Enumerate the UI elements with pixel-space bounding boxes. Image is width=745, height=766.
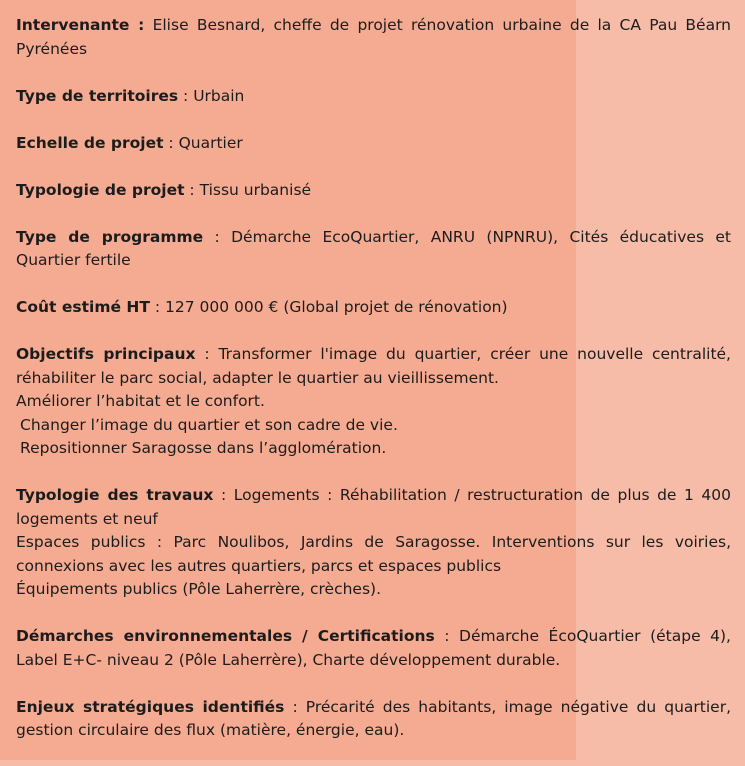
field-label: Intervenante :: [16, 16, 145, 34]
field-label: Type de programme: [16, 227, 204, 246]
field-label: Objectifs principaux: [16, 345, 196, 363]
field-value: : Urbain: [178, 86, 245, 105]
field-objectifs-principaux: [16, 343, 731, 461]
field-value: : Précarité des habitants, image négative du quartier, gestion circulaire des flux (matière, énergie, eau).: [16, 697, 731, 739]
project-sheet: [16, 14, 731, 766]
field-label: Echelle de projet: [16, 133, 164, 152]
field-echelle-projet: [16, 132, 731, 156]
field-value: : Démarche ÉcoQuartier (étape 4), Label E+C- niveau 2 (Pôle Laherrère), Charte développement durable.: [16, 627, 731, 669]
field-first-line: [16, 343, 731, 390]
field-label: Typologie de projet: [16, 180, 185, 199]
field-label: Enjeux stratégiques identifiés: [16, 697, 285, 716]
field-extra-line: Équipements publics (Pôle Laherrère, crèches).: [16, 580, 382, 598]
field-intervenante: [16, 14, 731, 61]
field-extra-line: Repositionner Saragosse dans l’agglomération.: [20, 439, 387, 457]
field-type-programme: [16, 226, 731, 273]
field-typologie-travaux: [16, 484, 731, 602]
field-type-territoires: [16, 85, 731, 109]
field-value: : Transformer l'image du quartier, créer une nouvelle centralité, réhabiliter le parc social, adapter le quartier au vieillissement.: [16, 345, 731, 387]
field-value: : Démarche EcoQuartier, ANRU (NPNRU), Cités éducatives et Quartier fertile: [16, 227, 732, 269]
field-value: Elise Besnard, cheffe de projet rénovation urbaine de la CA Pau Béarn Pyrénées: [16, 16, 731, 58]
field-label: Coût estimé HT: [16, 298, 150, 316]
field-extra-line: Améliorer l’habitat et le confort.: [16, 392, 265, 410]
field-label: Démarches environnementales / Certifications: [16, 627, 435, 645]
field-label: Type de territoires: [16, 86, 179, 105]
field-typologie-projet: [16, 179, 731, 203]
field-first-line: [16, 484, 731, 531]
field-value: : Quartier: [163, 133, 243, 152]
field-extra-line: Changer l’image du quartier et son cadre de vie.: [20, 415, 398, 434]
field-label: Typologie des travaux: [16, 486, 214, 504]
field-value: : Tissu urbanisé: [184, 180, 312, 199]
field-value: : 127 000 000 € (Global projet de rénovation): [149, 298, 508, 316]
field-extra-line: Espaces publics : Parc Noulibos, Jardins de Saragosse. Interventions sur les voiries, connexions avec les autres quartiers, parcs et espaces publics: [16, 533, 731, 575]
field-demarches-environnementales: [16, 625, 731, 672]
field-value: : Logements : Réhabilitation / restructuration de plus de 1 400 logements et neuf: [16, 486, 732, 528]
field-enjeux-strategiques: [16, 696, 731, 743]
field-cout-estime: [16, 296, 731, 320]
